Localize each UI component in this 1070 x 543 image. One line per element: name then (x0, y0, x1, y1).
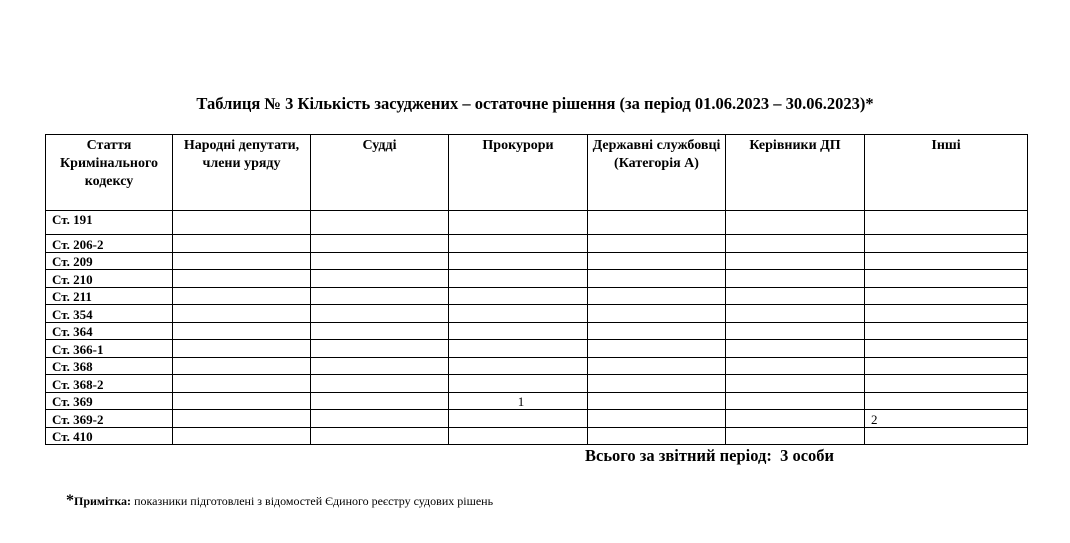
count-cell (588, 410, 726, 428)
count-cell (865, 235, 1028, 253)
count-cell (311, 252, 449, 270)
count-cell (173, 357, 311, 375)
count-cell (173, 305, 311, 323)
count-cell (865, 322, 1028, 340)
header-article: Стаття Кримінального кодексу (46, 135, 173, 211)
header-others: Інші (865, 135, 1028, 211)
count-cell (311, 340, 449, 358)
count-cell (588, 211, 726, 235)
header-deputies: Народні депутати, члени уряду (173, 135, 311, 211)
count-cell (173, 410, 311, 428)
table-row (46, 410, 1028, 428)
count-cell (173, 322, 311, 340)
count-cell (865, 270, 1028, 288)
article-cell: Ст. 354 (46, 305, 173, 323)
article-cell: Ст. 211 (46, 287, 173, 305)
count-cell (311, 375, 449, 393)
count-cell (865, 392, 1028, 410)
article-cell: Ст. 410 (46, 427, 173, 445)
count-cell (865, 305, 1028, 323)
article-cell: Ст. 206-2 (46, 235, 173, 253)
count-cell (588, 287, 726, 305)
count-cell (173, 235, 311, 253)
header-prosecutors: Прокурори (449, 135, 588, 211)
count-cell (449, 427, 588, 445)
footnote (66, 492, 493, 510)
count-cell (726, 270, 865, 288)
table-row (46, 392, 1028, 410)
convictions-table (45, 134, 1028, 445)
footnote-asterisk: * (66, 492, 74, 509)
table-row (46, 211, 1028, 235)
count-cell (726, 357, 865, 375)
table-row (46, 322, 1028, 340)
count-cell (726, 427, 865, 445)
count-cell (311, 305, 449, 323)
count-cell (449, 305, 588, 323)
article-cell: Ст. 369 (46, 392, 173, 410)
count-cell (865, 211, 1028, 235)
article-cell: Ст. 209 (46, 252, 173, 270)
count-cell: 2 (865, 410, 1028, 428)
footnote-text: показники підготовлені з відомостей Єдиного реєстру судових рішень (131, 494, 494, 508)
table-header-row (46, 135, 1028, 211)
count-cell (311, 322, 449, 340)
count-cell (588, 357, 726, 375)
table-row (46, 252, 1028, 270)
count-cell (449, 287, 588, 305)
article-cell: Ст. 364 (46, 322, 173, 340)
count-cell (311, 427, 449, 445)
table-row (46, 305, 1028, 323)
table-row (46, 287, 1028, 305)
header-judges: Судді (311, 135, 449, 211)
count-cell (865, 375, 1028, 393)
count-cell (449, 357, 588, 375)
count-cell (311, 357, 449, 375)
table-title: Таблиця № 3 Кількість засуджених – остаточне рішення (за період 01.06.2023 – 30.06.2023)* (196, 94, 874, 113)
count-cell (726, 211, 865, 235)
table-row (46, 340, 1028, 358)
count-cell (726, 375, 865, 393)
count-cell (726, 340, 865, 358)
count-cell (449, 410, 588, 428)
article-cell: Ст. 368-2 (46, 375, 173, 393)
count-cell (173, 211, 311, 235)
table-row (46, 270, 1028, 288)
count-cell (311, 235, 449, 253)
count-cell (588, 340, 726, 358)
count-cell (173, 340, 311, 358)
count-cell (449, 322, 588, 340)
count-cell (588, 235, 726, 253)
article-cell: Ст. 210 (46, 270, 173, 288)
count-cell (173, 392, 311, 410)
count-cell (449, 270, 588, 288)
count-cell (865, 287, 1028, 305)
table-row (46, 235, 1028, 253)
footnote-label: Примітка: (74, 494, 132, 508)
count-cell (865, 427, 1028, 445)
count-cell: 1 (449, 392, 588, 410)
article-cell: Ст. 368 (46, 357, 173, 375)
count-cell (173, 375, 311, 393)
count-cell (311, 270, 449, 288)
count-cell (726, 252, 865, 270)
count-cell (588, 305, 726, 323)
count-cell (449, 340, 588, 358)
count-cell (865, 252, 1028, 270)
count-cell (449, 375, 588, 393)
count-cell (726, 305, 865, 323)
table-row (46, 427, 1028, 445)
article-cell: Ст. 366-1 (46, 340, 173, 358)
count-cell (726, 322, 865, 340)
count-cell (311, 211, 449, 235)
count-cell (865, 357, 1028, 375)
header-state-enterprise-heads: Керівники ДП (726, 135, 865, 211)
count-cell (588, 252, 726, 270)
count-cell (726, 235, 865, 253)
count-cell (726, 410, 865, 428)
total-summary: Всього за звітний період: 3 особи (585, 446, 835, 465)
count-cell (588, 392, 726, 410)
count-cell (311, 410, 449, 428)
count-cell (449, 211, 588, 235)
count-cell (726, 392, 865, 410)
article-cell: Ст. 191 (46, 211, 173, 235)
count-cell (311, 287, 449, 305)
count-cell (173, 427, 311, 445)
count-cell (865, 340, 1028, 358)
count-cell (588, 427, 726, 445)
header-civil-servants: Державні службовці (Категорія А) (588, 135, 726, 211)
article-cell: Ст. 369-2 (46, 410, 173, 428)
count-cell (311, 392, 449, 410)
count-cell (173, 270, 311, 288)
table-row (46, 357, 1028, 375)
count-cell (173, 287, 311, 305)
count-cell (726, 287, 865, 305)
count-cell (449, 252, 588, 270)
table-row (46, 375, 1028, 393)
count-cell (588, 270, 726, 288)
count-cell (173, 252, 311, 270)
count-cell (588, 375, 726, 393)
count-cell (588, 322, 726, 340)
count-cell (449, 235, 588, 253)
